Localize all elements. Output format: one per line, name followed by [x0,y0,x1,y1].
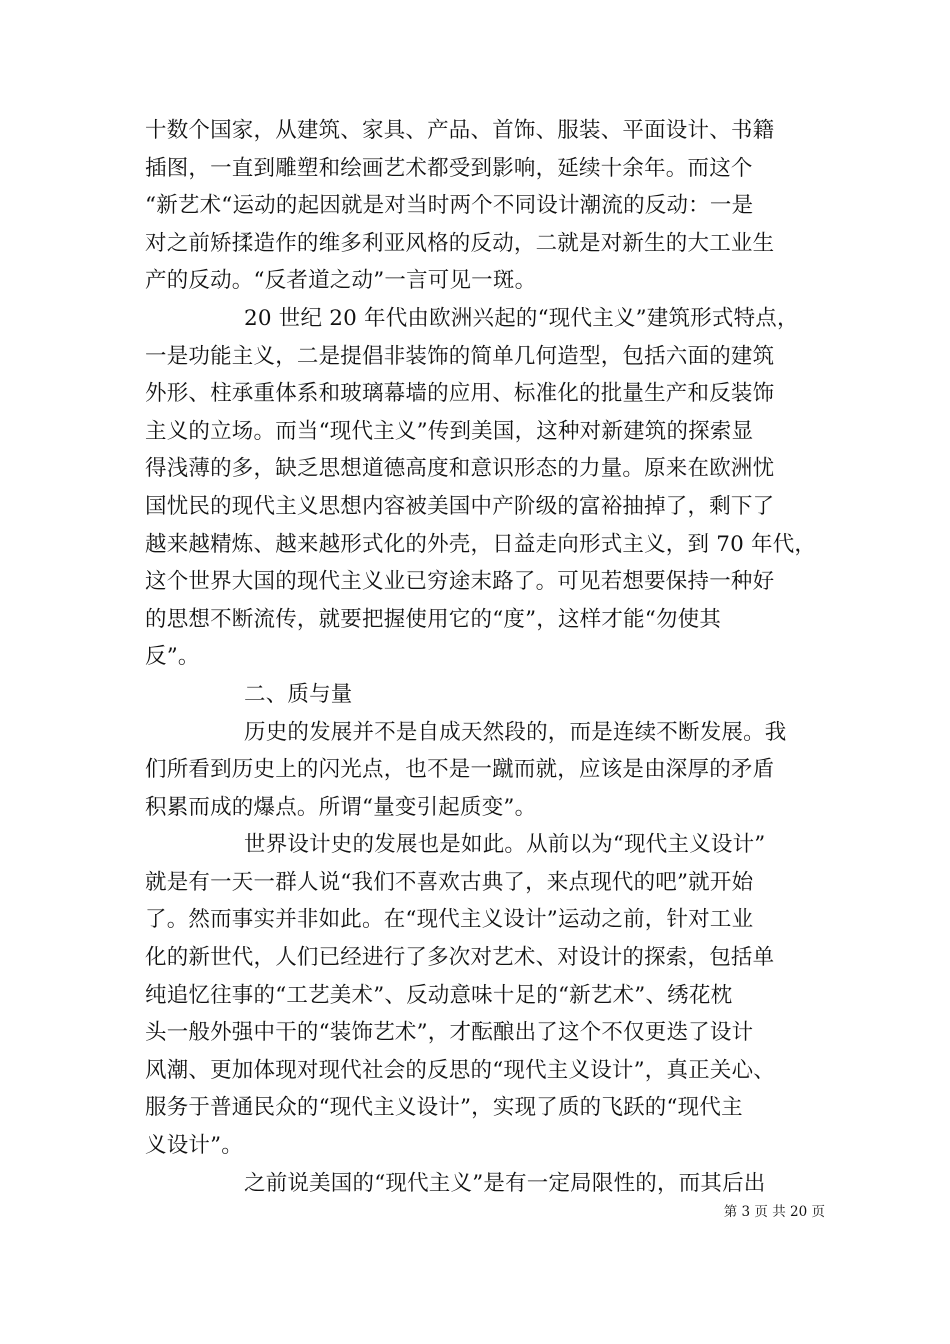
document-body [145,112,825,1202]
text-line: 主义的立场。而当“现代主义”传到美国，这种对新建筑的探索显 [145,418,754,444]
text-line: 服务于普通民众的“现代主义设计”，实现了质的飞跃的“现代主 [145,1095,743,1121]
text-line: 历史的发展并不是自成天然段的，而是连续不断发展。我 [244,719,787,745]
text-line: 的思想不断流传，就要把握使用它的“度”，这样才能“勿使其 [145,606,722,632]
text-line: 就是有一天一群人说“我们不喜欢古典了，来点现代的吧”就开始 [145,869,754,895]
paragraph [145,300,825,676]
text-line: 世界设计史的发展也是如此。从前以为“现代主义设计” [244,832,766,858]
text-line: 化的新世代，人们已经进行了多次对艺术、对设计的探索，包括单 [145,945,775,971]
paragraph [145,714,825,827]
text-line: 反”。 [145,644,200,670]
text-line: 20 世纪 20 年代由欧洲兴起的“现代主义”建筑形式特点， [244,305,799,331]
text-line: 风潮、更加体现对现代社会的反思的“现代主义设计”，真正关心、 [145,1057,775,1083]
text-line: 这个世界大国的现代主义业已穷途末路了。可见若想要保持一种好 [145,569,775,595]
text-line: 外形、柱承重体系和玻璃幕墙的应用、标准化的批量生产和反装饰 [145,381,775,407]
text-line: 纯追忆往事的“工艺美术”、反动意味十足的“新艺术”、绣花枕 [145,982,733,1008]
text-line: 插图，一直到雕塑和绘画艺术都受到影响，延续十余年。而这个 [145,155,753,181]
text-line: 积累而成的爆点。所谓“量变引起质变”。 [145,794,537,820]
section-heading [145,676,825,714]
text-line: 头一般外强中干的“装饰艺术”，才酝酿出了这个不仅更迭了设计 [145,1020,754,1046]
text-line: 对之前矫揉造作的维多利亚风格的反动，二就是对新生的大工业生 [145,230,775,256]
text-line: “新艺术“运动的起因就是对当时两个不同设计潮流的反动：一是 [145,193,754,219]
paragraph [145,112,825,300]
text-line: 一是功能主义，二是提倡非装饰的简单几何造型，包括六面的建筑 [145,343,775,369]
paragraph [145,826,825,1164]
text-line: 十数个国家，从建筑、家具、产品、首饰、服装、平面设计、书籍 [145,118,775,143]
text-line: 产的反动。“反者道之动”一言可见一斑。 [145,268,537,294]
text-line: 越来越精炼、越来越形式化的外壳，日益走向形式主义，到 70 年代， [145,531,817,557]
paragraph [145,1165,825,1203]
text-line: 义设计”。 [145,1133,243,1159]
text-line: 之前说美国的“现代主义”是有一定局限性的，而其后出 [244,1170,766,1196]
page-number-footer: 第 3 页 共 20 页 [723,1204,825,1220]
text-line: 们所看到历史上的闪光点，也不是一蹴而就，应该是由深厚的矛盾 [145,757,775,783]
text-line: 国忧民的现代主义思想内容被美国中产阶级的富裕抽掉了，剩下了 [145,493,775,519]
text-line: 得浅薄的多，缺乏思想道德高度和意识形态的力量。原来在欧洲忧 [145,456,775,482]
text-line: 了。然而事实并非如此。在“现代主义设计”运动之前，针对工业 [145,907,754,933]
section-heading-text: 二、质与量 [244,681,353,707]
